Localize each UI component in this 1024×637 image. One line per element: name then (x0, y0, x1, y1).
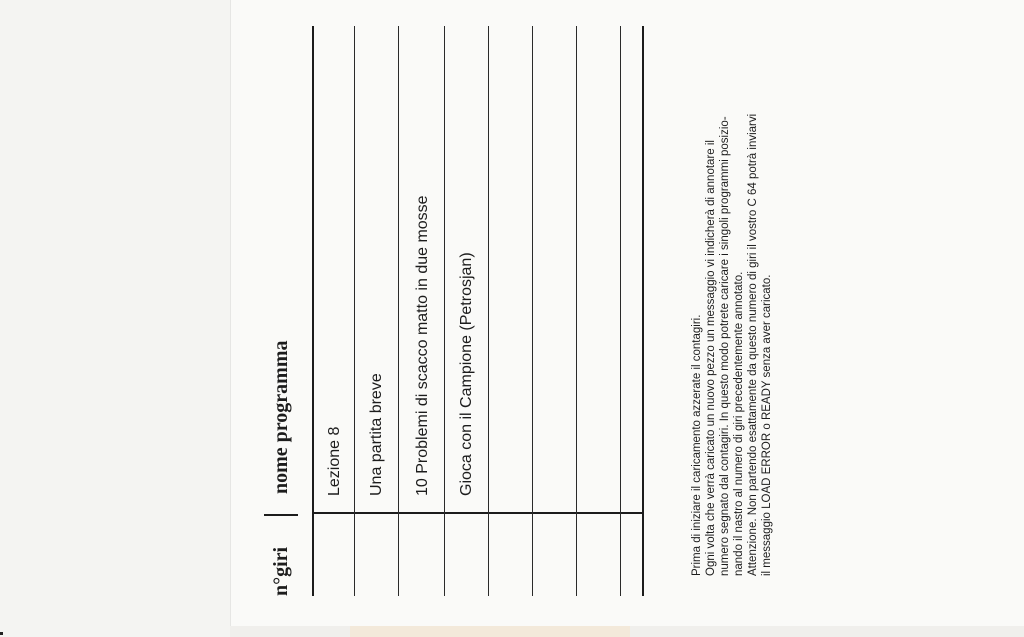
row-rule (444, 26, 445, 596)
row-rule (398, 26, 399, 596)
page-bottom-edge (230, 626, 1024, 637)
note-line: Ogni volta che verrà caricato un nuovo pezzo un messaggio vi indicherà di annotare il (705, 140, 717, 576)
header-separator (264, 514, 298, 516)
loading-instructions (690, 16, 774, 576)
table-bottom-rule (642, 26, 644, 596)
note-line: Prima di iniziare il caricamento azzerate il contagiri. (691, 314, 703, 576)
table-row: Lezione 8 (326, 426, 343, 496)
program-table (238, 26, 475, 606)
note-line: Attenzione. Non partendo esattamente da questo numero di giri il vostro C 64 potrà inviarvi (747, 113, 759, 576)
table-row: Gioca con il Campione (Petrosjan) (458, 252, 475, 496)
table-header (238, 26, 308, 606)
row-rule (576, 26, 577, 596)
scan-speck (0, 632, 3, 635)
note-line: nando il nastro al numero di giri precedentemente annotato. (733, 271, 745, 576)
table-row: Una partita breve (368, 373, 385, 496)
row-rule (354, 26, 355, 596)
rotated-page-content (238, 26, 798, 606)
header-rule (312, 26, 314, 596)
note-line: il messaggio LOAD ERROR o READY senza aver caricato. (761, 274, 773, 576)
page-edge (230, 0, 231, 637)
header-ngiri: n°giri (270, 546, 292, 596)
note-line: numero segnato dal contagiri. In questo modo potrete caricare i singoli programmi posizio- (719, 116, 731, 576)
header-nome-programma: nome programma (270, 340, 292, 494)
row-rule (532, 26, 533, 596)
table-row: 10 Problemi di scacco matto in due mosse (414, 195, 431, 496)
row-rule (488, 26, 489, 596)
column-divider (314, 512, 644, 514)
row-rule (620, 26, 621, 596)
scan-margin (0, 0, 230, 637)
